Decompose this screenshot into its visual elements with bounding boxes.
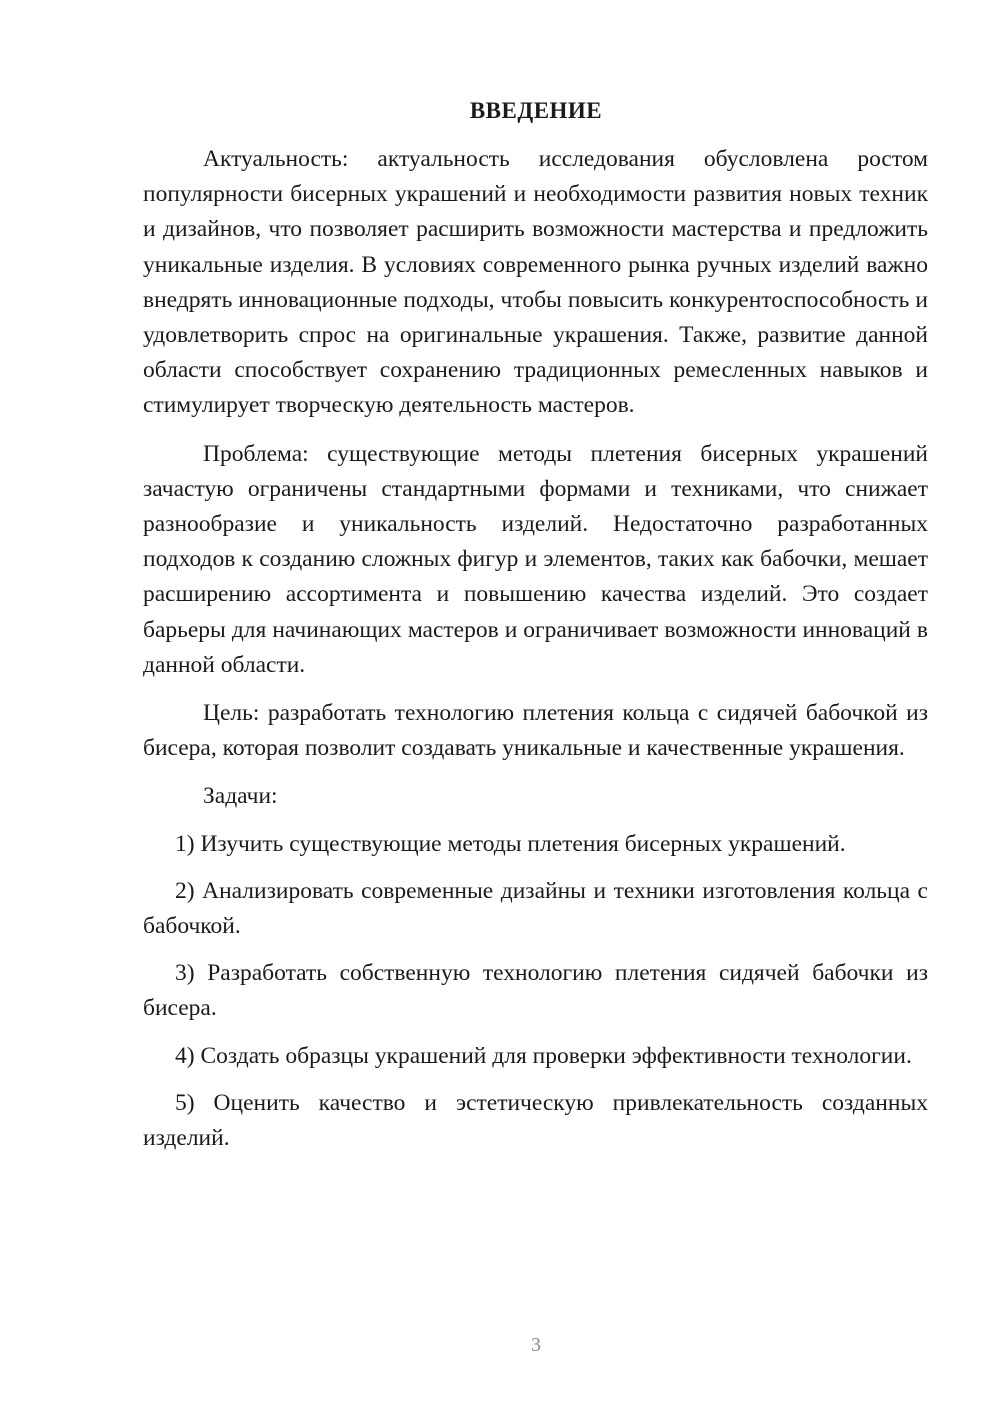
page-number: 3 <box>531 1334 541 1356</box>
task-item-1: 1) Изучить существующие методы плетения бисерных украшений. <box>175 830 846 857</box>
task-item-2: 2) Анализировать современные дизайны и техники изготовления кольца с бабочкой. <box>143 877 928 940</box>
task-item-5: 5) Оценить качество и эстетическую привлекательность созданных изделий. <box>143 1089 928 1152</box>
task-item-4: 4) Создать образцы украшений для проверки эффективности технологии. <box>175 1042 912 1069</box>
task-item-3: 3) Разработать собственную технологию плетения сидячей бабочки из бисера. <box>143 960 928 1022</box>
tasks-label: Задачи: <box>203 783 278 810</box>
body-text <box>143 142 928 1156</box>
paragraph-relevance: Актуальность: актуальность исследования обусловлена ростом популярности бисерных украшений и необходимости развития новых техник и дизайнов, что позволяет расширить возможности мастерства и предложить уникальные изделия. В условиях современного рынка ручных изделий важно внедрять инновационные подходы, чтобы повысить конкурентоспособность и удовлетворить спрос на оригинальные украшения. Также, развитие данной области способствует сохранению традиционных ремесленных навыков и стимулирует творческую деятельность мастеров. <box>143 146 928 419</box>
section-heading: ВВЕДЕНИЕ <box>469 98 603 123</box>
paragraph-goal: Цель: разработать технологию плетения кольца с сидячей бабочкой из бисера, которая позволит создавать уникальные и качественные украшения. <box>143 700 928 762</box>
paragraph-problem: Проблема: существующие методы плетения бисерных украшений зачастую ограничены стандартными формами и техниками, что снижает разнообразие и уникальность изделий. Недостаточно разработанных подходов к созданию сложных фигур и элементов, таких как бабочки, мешает расширению ассортимента и повышению качества изделий. Это создает барьеры для начинающих мастеров и ограничивает возможности инноваций в данной области. <box>143 440 928 678</box>
